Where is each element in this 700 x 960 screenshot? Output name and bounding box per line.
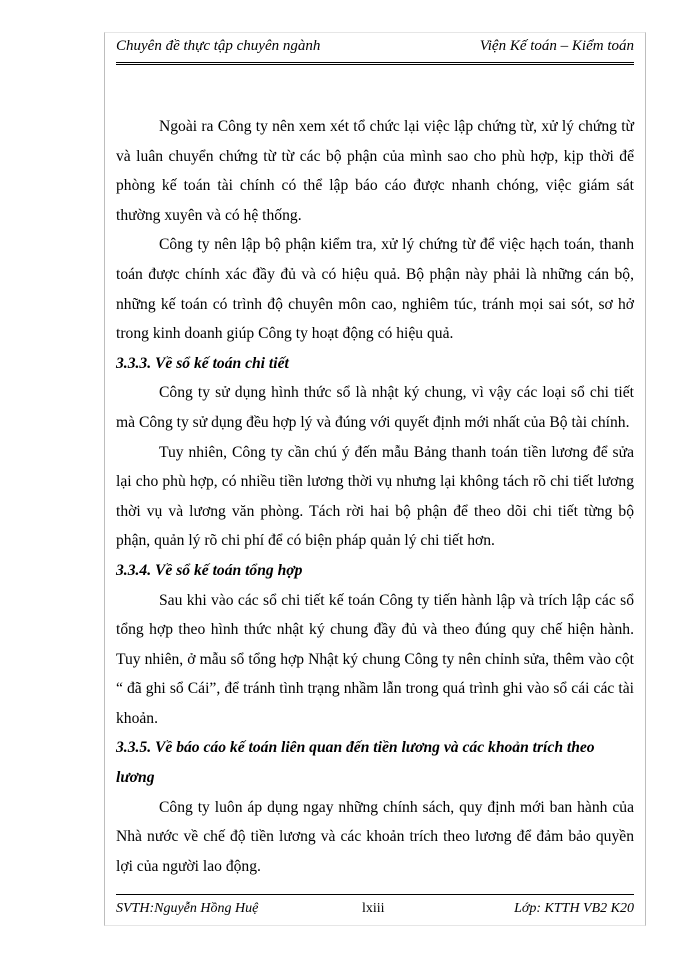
section-heading-3-3-4: 3.3.4. Về sổ kế toán tổng hợp [116, 561, 303, 579]
header-rule [116, 62, 634, 65]
header-right-title: Viện Kế toán – Kiểm toán [479, 38, 634, 54]
paragraph-3: Công ty sử dụng hình thức sổ là nhật ký chung, vì vậy các loại sổ chi tiết mà Công ty sử dụng đều hợp lý và đúng với quyết định mới nhất của Bộ tài chính. [116, 384, 634, 431]
footer-class: Lớp: KTTH VB2 K20 [514, 901, 634, 916]
footer-student: SVTH:Nguyễn Hồng Huệ [116, 901, 259, 916]
paragraph-2: Công ty nên lập bộ phận kiểm tra, xử lý chứng từ để việc hạch toán, thanh toán được chính xác đầy đủ và có hiệu quả. Bộ phận này phải là những cán bộ, những kế toán có trình độ chuyên môn cao, nghiêm túc, tránh mọi sai sót, sơ hở trong kinh doanh giúp Công ty hoạt động có hiệu quả. [116, 236, 634, 343]
document-body [116, 112, 634, 881]
header-left-title: Chuyên đề thực tập chuyên ngành [116, 38, 321, 54]
paragraph-5: Sau khi vào các sổ chi tiết kế toán Công ty tiến hành lập và trích lập các sổ tổng hợp theo hình thức nhật ký chung đầy đủ và theo đúng quy chế hiện hành. Tuy nhiên, ở mẫu sổ tổng hợp Nhật ký chung Công ty nên chỉnh sửa, thêm vào cột “ đã ghi sổ Cái”, để tránh tình trạng nhầm lẫn trong quá trình ghi vào sổ cái các tài khoản. [116, 591, 634, 727]
page-header [116, 38, 634, 64]
section-heading-3-3-3: 3.3.3. Về sổ kế toán chi tiết [116, 354, 289, 372]
footer-rule [116, 894, 634, 895]
section-heading-3-3-5: 3.3.5. Về báo cáo kế toán liên quan đến tiền lương và các khoản trích theo lương [116, 739, 595, 787]
paragraph-4: Tuy nhiên, Công ty cần chú ý đến mẫu Bảng thanh toán tiền lương để sửa lại cho phù hợp, có nhiều tiền lương thời vụ nhưng lại không tách rõ chi tiết lương thời vụ và lương văn phòng. Tách rời hai bộ phận để theo dõi chi tiết từng bộ phận, quản lý rõ chi phí để có biện pháp quản lý chi tiết hơn. [116, 443, 634, 550]
page-number: lxiii [362, 901, 385, 916]
paragraph-6: Công ty luôn áp dụng ngay những chính sách, quy định mới ban hành của Nhà nước về chế độ tiền lương và các khoản trích theo lương để đảm bảo quyền lợi của người lao động. [116, 798, 634, 875]
paragraph-1: Ngoài ra Công ty nên xem xét tổ chức lại việc lập chứng từ, xử lý chứng từ và luân chuyển chứng từ từ các bộ phận của mình sao cho phù hợp, kịp thời để phòng kế toán tài chính có thể lập báo cáo được nhanh chóng, việc giám sát thường xuyên và có hệ thống. [116, 118, 634, 224]
page-footer [116, 901, 634, 917]
